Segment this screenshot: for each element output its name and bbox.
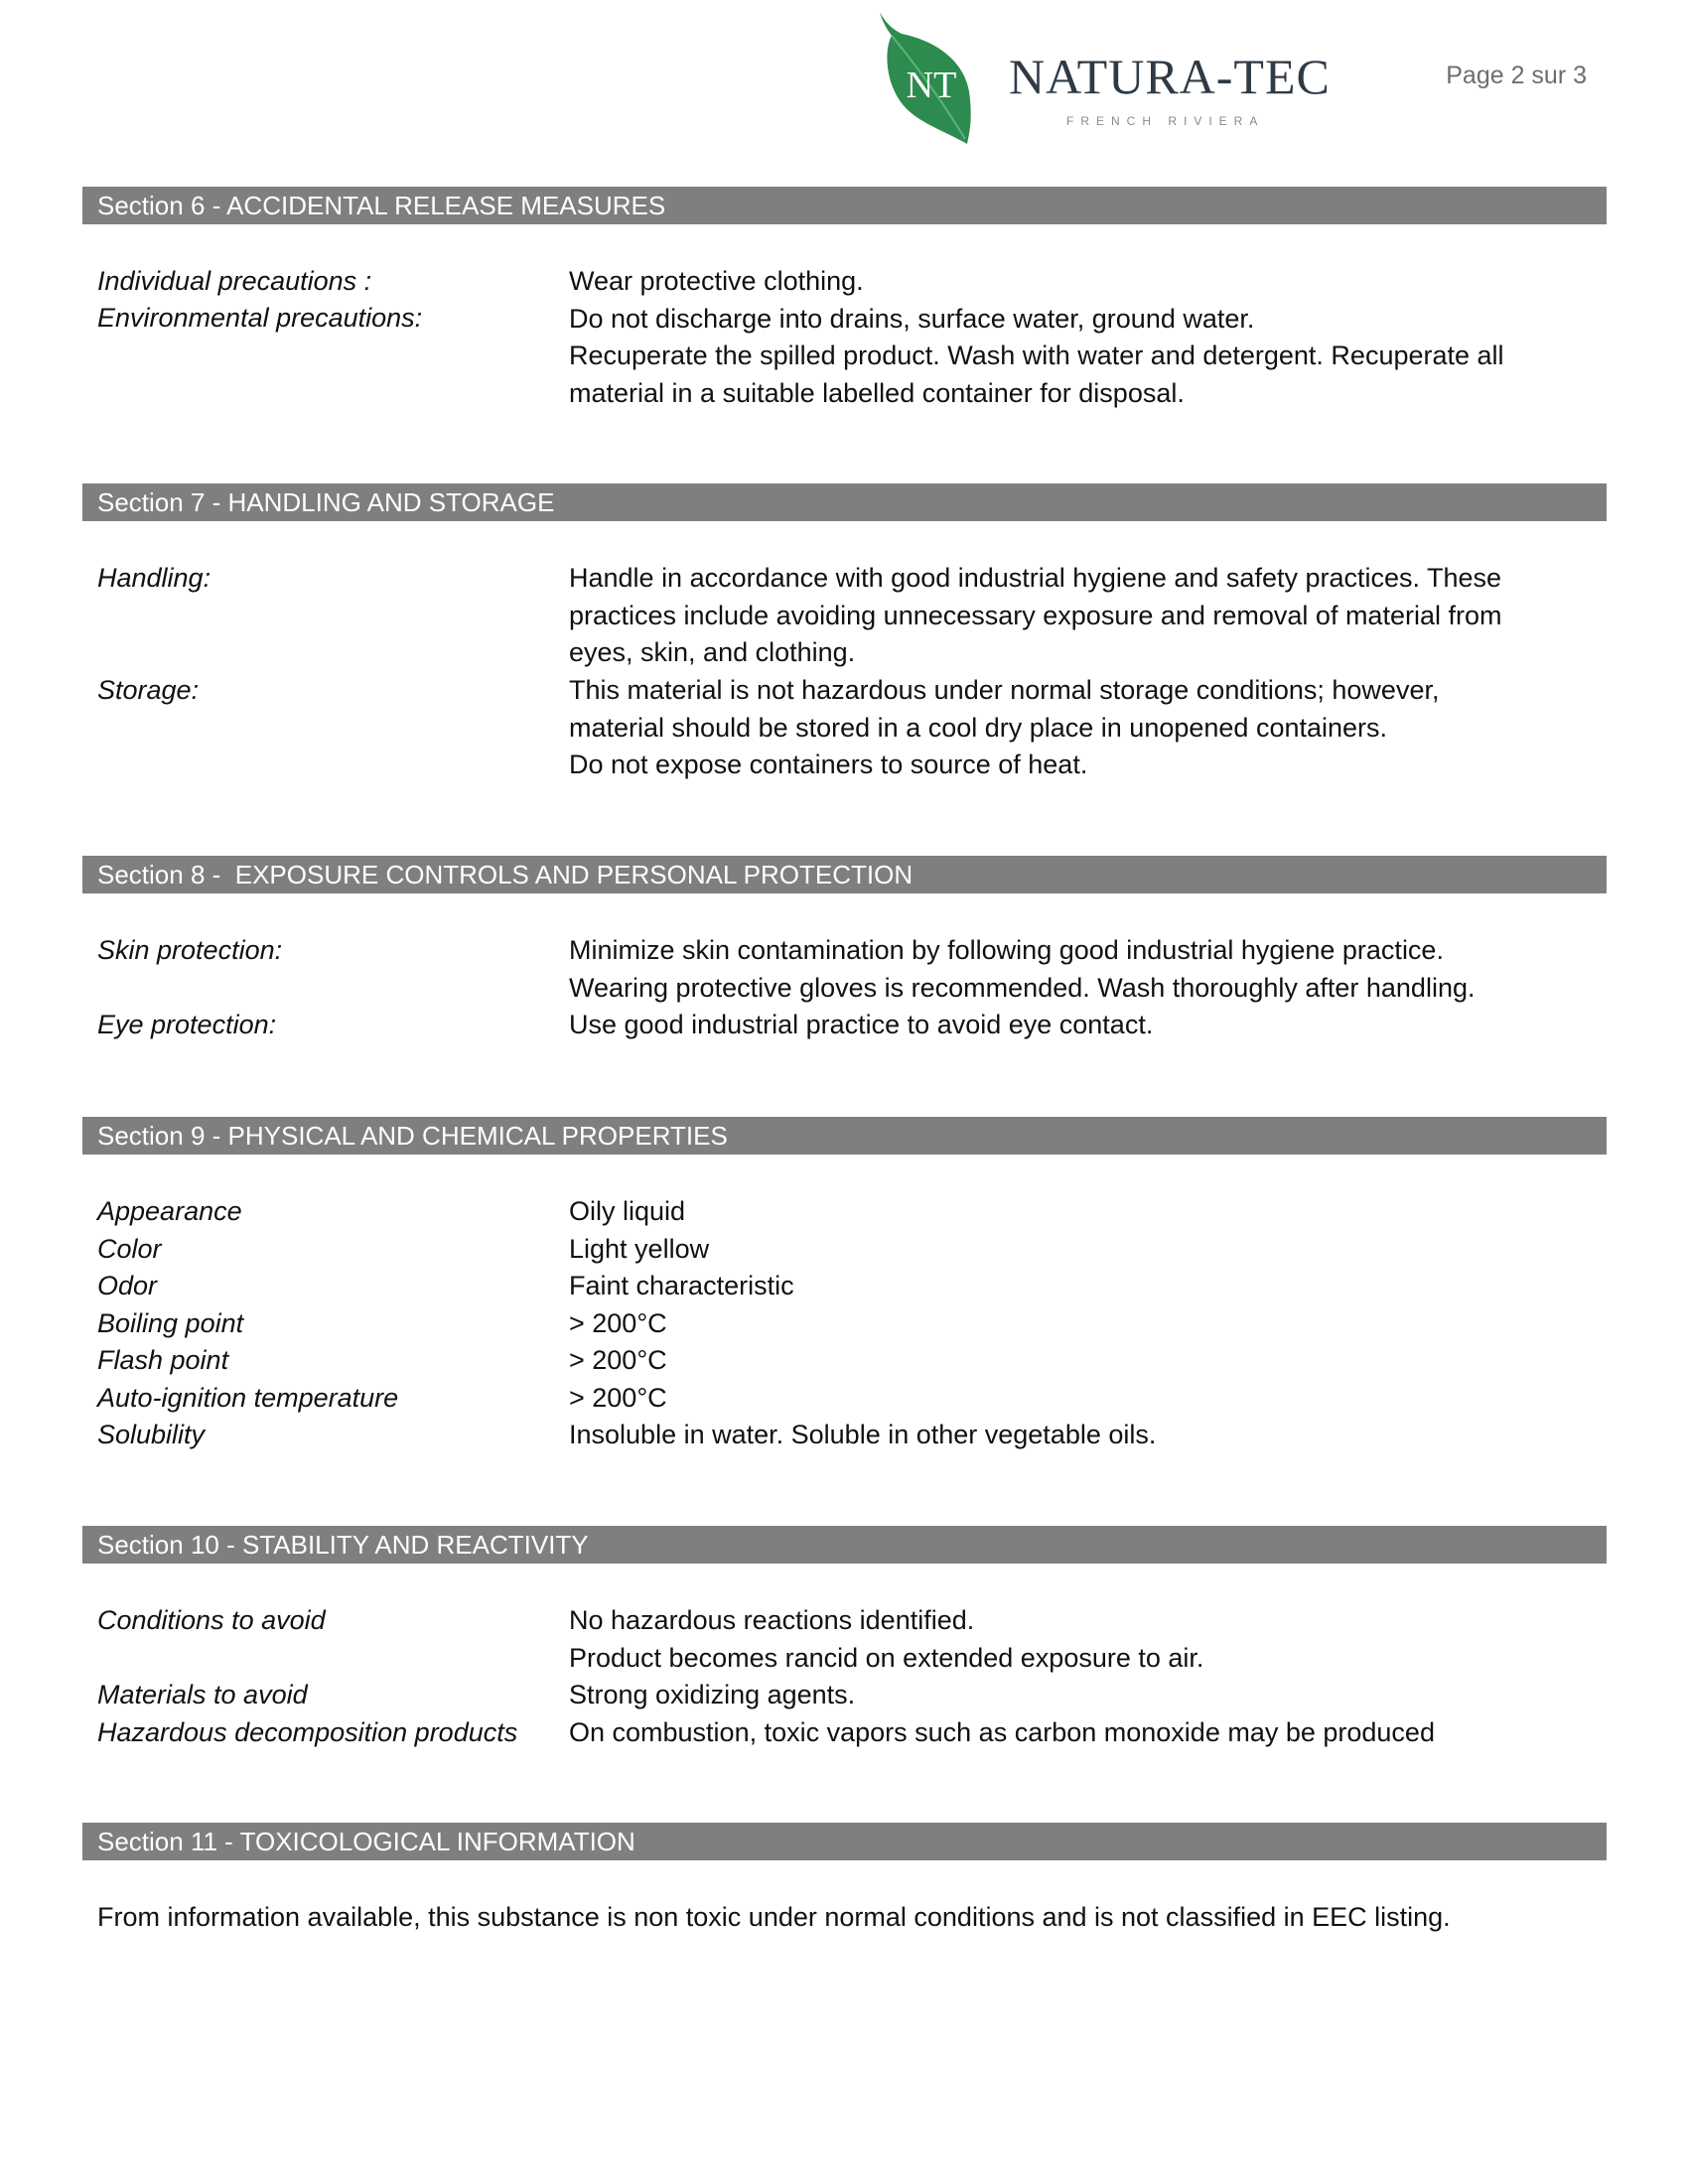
conditions-to-avoid-value — [569, 1602, 1572, 1677]
section-9-header: Section 9 - PHYSICAL AND CHEMICAL PROPERTIES — [82, 1117, 1607, 1155]
skin-protection-line: Wearing protective gloves is recommended. Wash thoroughly after handling. — [569, 972, 1476, 1003]
property-label: Boiling point — [97, 1307, 244, 1338]
section-6-line: Recuperate the spilled product. Wash with water and detergent. Recuperate all — [569, 341, 1504, 370]
section-6-header: Section 6 - ACCIDENTAL RELEASE MEASURES — [82, 187, 1607, 224]
skin-protection-value — [569, 932, 1572, 1007]
handling-line: Handle in accordance with good industrial hygiene and safety practices. These — [569, 563, 1502, 593]
page-number: Page 2 sur 3 — [1446, 62, 1587, 89]
section-7-header: Section 7 - HANDLING AND STORAGE — [82, 483, 1607, 521]
section-6-values — [569, 263, 1572, 412]
logo-tagline: FRENCH RIVIERA — [1066, 114, 1265, 128]
environmental-precautions-label: Environmental precautions: — [97, 303, 423, 333]
decomposition-products-value: On combustion, toxic vapors such as carbon monoxide may be produced — [569, 1716, 1435, 1747]
property-value: Light yellow — [569, 1233, 710, 1264]
property-label: Auto-ignition temperature — [97, 1382, 399, 1413]
property-value: > 200°C — [569, 1382, 667, 1413]
leaf-icon — [872, 10, 1001, 144]
skin-protection-line: Minimize skin contamination by following good industrial hygiene practice. — [569, 935, 1444, 965]
property-value: Insoluble in water. Soluble in other vegetable oils. — [569, 1420, 1157, 1449]
logo-name: NATURA-TEC — [1009, 49, 1331, 104]
handling-value — [569, 560, 1572, 672]
handling-line: practices include avoiding unnecessary exposure and removal of material from — [569, 600, 1502, 630]
property-label: Appearance — [97, 1196, 242, 1226]
storage-line: material should be stored in a cool dry place in unopened containers. — [569, 712, 1388, 743]
decomposition-products-label: Hazardous decomposition products — [97, 1716, 518, 1747]
section-6-line: material in a suitable labelled container for disposal. — [569, 377, 1185, 408]
property-value: > 200°C — [569, 1307, 667, 1338]
property-label: Flash point — [97, 1345, 229, 1375]
storage-value — [569, 672, 1572, 784]
individual-precautions-label: Individual precautions : — [97, 266, 372, 296]
storage-line: This material is not hazardous under normal storage conditions; however, — [569, 675, 1440, 705]
storage-label: Storage: — [97, 675, 200, 705]
section-6-line: Do not discharge into drains, surface water, ground water. — [569, 303, 1255, 334]
property-label: Odor — [97, 1271, 158, 1300]
logo-monogram: NT — [906, 65, 957, 106]
conditions-line: No hazardous reactions identified. — [569, 1605, 975, 1635]
storage-line: Do not expose containers to source of heat. — [569, 750, 1088, 779]
toxicological-text: From information available, this substance is non toxic under normal conditions and is not classified in EEC listing. — [97, 1902, 1451, 1932]
section-11-header: Section 11 - TOXICOLOGICAL INFORMATION — [82, 1823, 1607, 1860]
property-label: Solubility — [97, 1420, 206, 1449]
property-value: Faint characteristic — [569, 1271, 794, 1300]
eye-protection-value: Use good industrial practice to avoid eye contact. — [569, 1010, 1154, 1039]
eye-protection-label: Eye protection: — [97, 1010, 277, 1039]
section-8-header: Section 8 - EXPOSURE CONTROLS AND PERSONAL PROTECTION — [82, 856, 1607, 893]
handling-line: eyes, skin, and clothing. — [569, 637, 856, 667]
materials-to-avoid-label: Materials to avoid — [97, 1680, 308, 1709]
page-header — [0, 0, 1688, 159]
materials-to-avoid-value: Strong oxidizing agents. — [569, 1680, 856, 1709]
conditions-to-avoid-label: Conditions to avoid — [97, 1605, 326, 1635]
property-value: > 200°C — [569, 1345, 667, 1375]
section-10-header: Section 10 - STABILITY AND REACTIVITY — [82, 1526, 1607, 1564]
section-6-line: Wear protective clothing. — [569, 266, 864, 296]
handling-label: Handling: — [97, 563, 211, 593]
skin-protection-label: Skin protection: — [97, 935, 283, 965]
property-label: Color — [97, 1233, 162, 1264]
property-value: Oily liquid — [569, 1196, 686, 1226]
natura-tec-logo — [872, 10, 1331, 144]
conditions-line: Product becomes rancid on extended exposure to air. — [569, 1642, 1204, 1673]
